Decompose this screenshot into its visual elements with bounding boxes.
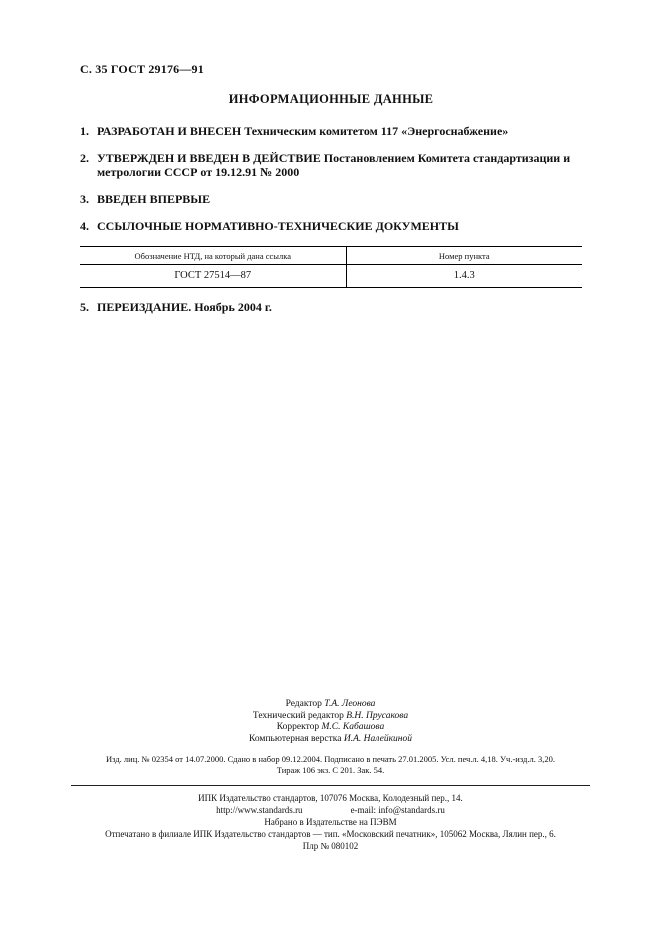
table-row	[80, 265, 582, 288]
list-item-4	[80, 219, 582, 233]
table-cell-clause: 1.4.3	[453, 270, 475, 281]
item-text: ПЕРЕИЗДАНИЕ. Ноябрь 2004 г.	[97, 300, 272, 314]
colophon	[0, 699, 661, 852]
table-header-clause: Номер пункта	[346, 247, 582, 265]
item-text: РАЗРАБОТАН И ВНЕСЕН Техническим комитетом 117 «Энергоснабжение»	[97, 124, 509, 138]
credit-technical-editor	[0, 711, 661, 723]
item-number: 3.	[80, 192, 89, 206]
publisher-typeset-note: Набрано в Издательстве на ПЭВМ	[264, 817, 397, 827]
list-item-1	[80, 124, 582, 138]
list-item-2	[80, 151, 582, 179]
item-text: ВВЕДЕН ВПЕРВЫЕ	[97, 192, 211, 206]
credit-role: Редактор	[285, 699, 322, 709]
credit-layout	[0, 734, 661, 746]
publisher-printed-note: Отпечатано в филиале ИПК Издательство стандартов — тип. «Московский печатник», 105062 Москва, Лялин пер., 6.	[105, 829, 556, 839]
imprint-line-1: Изд. лиц. № 02354 от 14.07.2000. Сдано в набор 09.12.2004. Подписано в печать 27.01.2005. Усл. печ.л. 4,18. Уч.-изд.л. 3,20.	[106, 754, 555, 764]
credit-role: Корректор	[276, 722, 320, 732]
credit-name: Т.А. Леонова	[324, 699, 376, 709]
credit-editor	[0, 699, 661, 711]
document-content	[0, 0, 661, 314]
reference-table	[80, 246, 582, 288]
page-title: ИНФОРМАЦИОННЫЕ ДАННЫЕ	[228, 92, 434, 106]
credit-corrector	[0, 722, 661, 734]
publisher-address: ИПК Издательство стандартов, 107076 Москва, Колодезный пер., 14.	[198, 793, 463, 803]
item-text: ССЫЛОЧНЫЕ НОРМАТИВНО-ТЕХНИЧЕСКИЕ ДОКУМЕНТЫ	[97, 219, 459, 233]
imprint-block	[0, 754, 661, 776]
table-cell-designation: ГОСТ 27514—87	[80, 265, 346, 288]
credit-role: Компьютерная верстка	[249, 733, 342, 744]
publisher-plr-number: Плр № 080102	[302, 841, 359, 851]
item-number: 4.	[80, 219, 89, 233]
list-item-3	[80, 192, 582, 206]
publisher-block	[0, 792, 661, 852]
credit-name: М.С. Кабашова	[321, 722, 385, 732]
credit-role: Технический редактор	[252, 710, 344, 721]
publisher-email: e-mail: info@standards.ru	[350, 805, 445, 815]
list-item-5	[80, 300, 582, 314]
table-header-row	[80, 247, 582, 265]
publisher-website: http://www.standards.ru	[216, 805, 303, 815]
horizontal-rule	[71, 785, 590, 786]
credit-name: И.А. Налейкиной	[343, 733, 412, 744]
table-header-designation: Обозначение НТД, на который дана ссылка	[80, 247, 346, 265]
page-header: С. 35 ГОСТ 29176—91	[80, 62, 204, 76]
credit-name: В.Н. Прусакова	[346, 710, 409, 721]
publisher-contacts	[40, 804, 621, 816]
item-text: УТВЕРЖДЕН И ВВЕДЕН В ДЕЙСТВИЕ Постановлением Комитета стандартизации и метрологии СССР от 19.12.91 № 2000	[97, 151, 571, 179]
item-number: 5.	[80, 300, 89, 314]
imprint-line-2: Тираж 106 экз. С 201. Зак. 54.	[276, 765, 385, 775]
item-number: 1.	[80, 124, 89, 138]
item-number: 2.	[80, 151, 89, 165]
